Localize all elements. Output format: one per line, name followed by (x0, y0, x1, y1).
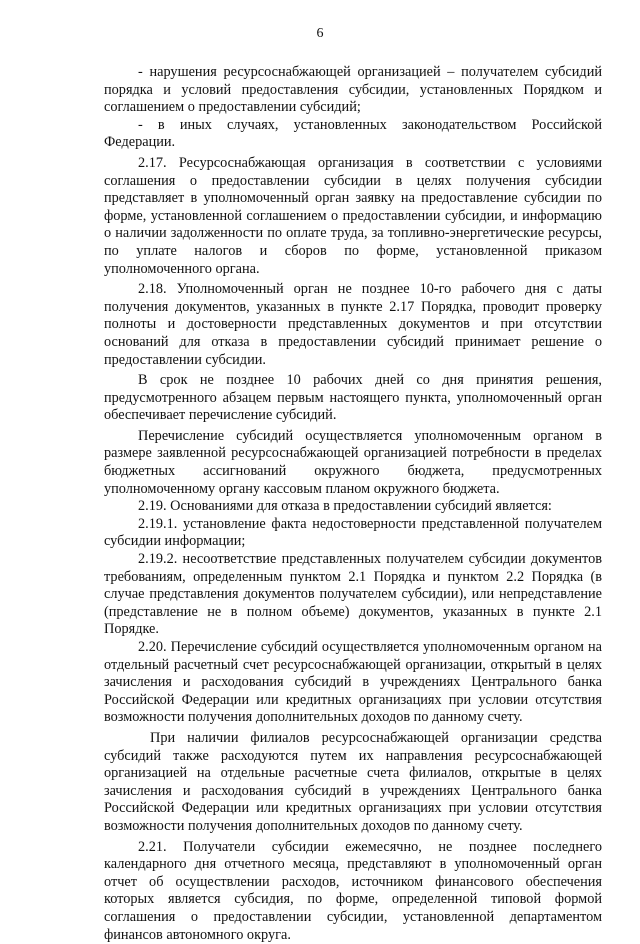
paragraph-transfer-deadline: В срок не позднее 10 рабочих дней со дня принятия решения, предусмотренного абзацем первым настоящего пункта, уполномоченный орган обеспечивает перечисление субсидий. (104, 372, 602, 424)
page-number: 6 (316, 26, 324, 41)
paragraph-2-21: 2.21. Получатели субсидии ежемесячно, не позднее последнего календарного дня отчетного месяца, представляют в уполномоченный орган отчет об осуществлении расходов, источником финансового обеспечения которых является субсидия, по форме, определенной типовой формой соглашения о предоставлении субсидии, установленной департаментом финансов автономного округа. (104, 838, 602, 943)
paragraph-2-18: 2.18. Уполномоченный орган не позднее 10-го рабочего дня с даты получения документов, указанных в пункте 2.17 Порядка, проводит проверку полноты и достоверности представленных документов и при отсутствии оснований для отказа в предоставлении субсидий принимает решение о предоставлении субсидии. (104, 281, 602, 368)
paragraph-2-19-2: 2.19.2. несоответствие представленных получателем субсидии документов требованиям, определенным пунктом 2.1 Порядка и пунктом 2.2 Порядка (в случае представления документов получателем субсидии), или непредставление (представление не в полном объеме) документов, указанных в пункте 2.1 Порядке. (104, 551, 602, 638)
paragraph-2-17: 2.17. Ресурсоснабжающая организация в соответствии с условиями соглашения о предоставлении субсидии в целях получения субсидии представляет в уполномоченный орган заявку на предоставление субсидии по форме, установленной соглашением о предоставлении субсидии, и информацию о наличии задолженности по оплате труда, за топливно-энергетические ресурсы, по уплате налогов и сборов по форме, установленной приказом уполномоченного органа. (104, 154, 602, 277)
paragraph-2-19: 2.19. Основаниями для отказа в предоставлении субсидий является: (138, 498, 552, 515)
paragraph-branches: При наличии филиалов ресурсоснабжающей организации средства субсидий также расходуются путем их направления ресурсоснабжающей организацией на отдельные расчетные счета филиалов, открытые в целях зачисления и расходования субсидий в учреждениях Центрального банка Российской Федерации или кредитных организациях при условии отсутствия возможности получения дополнительных доходов по данному счету. (104, 729, 602, 834)
paragraph-violation: - нарушения ресурсоснабжающей организацией – получателем субсидий порядка и условий предоставления субсидии, установленных Порядком и соглашением о предоставлении субсидий; (104, 64, 602, 116)
document-body (104, 64, 602, 944)
paragraph-transfer-amount: Перечисление субсидий осуществляется уполномоченным органом в размере заявленной ресурсоснабжающей организацией потребности в пределах бюджетных ассигнований окружного бюджета, предусмотренных уполномоченному органу кассовым планом окружного бюджета. (104, 427, 602, 497)
paragraph-other-cases: - в иных случаях, установленных законодательством Российской Федерации. (104, 116, 602, 151)
paragraph-2-19-1: 2.19.1. установление факта недостоверности представленной получателем субсидии информации; (104, 515, 602, 550)
paragraph-2-20: 2.20. Перечисление субсидий осуществляется уполномоченным органом на отдельный расчетный счет ресурсоснабжающей организации, открытый в целях зачисления и расходования субсидий в учреждениях Центрального банка Российской Федерации или кредитных организациях при условии отсутствия возможности получения дополнительных доходов по данному счету. (104, 639, 602, 726)
